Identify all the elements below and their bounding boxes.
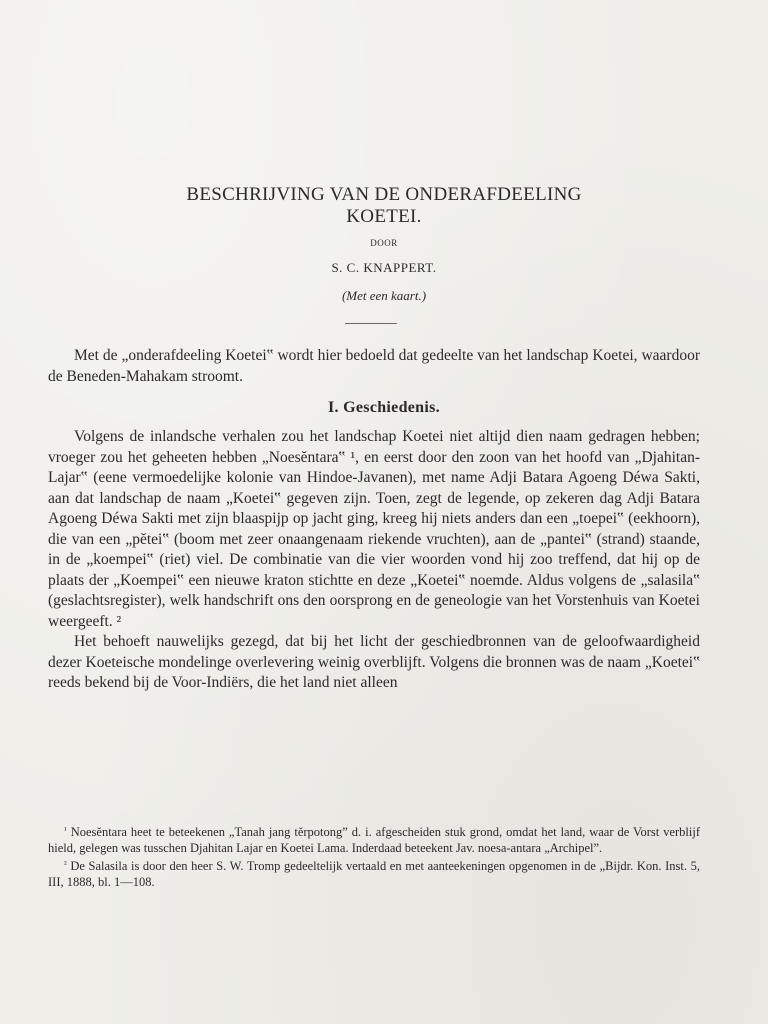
body-paragraph-1: Volgens de inlandsche verhalen zou het landschap Koetei niet altijd dien naam gedragen hebben; vroeger zou het geheeten hebben „Noesĕntara‟ ¹, en eerst door den zoon van het hoofd van „Djahitan-Lajar‟ (eene vermoedelijke kolonie van Hindoe-Javanen), met name Adji Batara Agoeng Déwa Sakti, aan dat landschap de naam „Koetei‟ gegeven zijn. Toen, zegt de legende, op zekeren dag Adji Batara Agoeng Déwa Sakti met zijn blaaspijp op jacht ging, kreeg hij niets anders dan een „toepei‟ (eekhoorn), die van een „pĕtei‟ (boom met zeer onaangenaam riekende vruchten), aan de „pantei‟ (strand) staande, in de „koempei‟ (riet) viel. De combinatie van die vier woorden vond hij zoo treffend, dat hij op de plaats der „Koempei‟ een nieuwe kraton stichtte en deze „Koetei‟ noemde. Aldus volgens de „salasila‟ (geslachtsregister), welk handschrift ons den oorsprong en de geneologie van het Vorstenhuis van Koetei weergeeft. ² (48, 428, 700, 630)
intro-paragraph: Met de „onderafdeeling Koetei‟ wordt hier bedoeld dat gedeelte van het landschap Koetei, waardoor de Beneden-Mahakam stroomt. (48, 347, 700, 385)
author-name: S. C. KNAPPERT. (331, 260, 437, 275)
footnote-1-number: ¹ (64, 825, 67, 835)
article-title-line2: KOETEI. (346, 206, 422, 227)
footnote-1-text: Noesĕntara heet te beteekenen „Tanah jang tĕrpotong” d. i. afgescheiden stuk grond, omdat het land, waar de Vorst verblijf hield, gelegen was tusschen Djahitan Lajar en Koetei Lama. Inderdaad beteekent Jav. noesa-antara „Archipel”. (48, 825, 700, 855)
title-divider (345, 323, 397, 324)
footnote-2 (48, 856, 700, 890)
article-title-line1: BESCHRIJVING VAN DE ONDERAFDEELING (186, 184, 582, 205)
body-text-block (48, 427, 700, 694)
body-paragraph-2: Het behoeft nauwelijks gezegd, dat bij het licht der geschiedbronnen van de geloofwaardigheid dezer Koeteische mondelinge overlevering weinig overblijft. Volgens die bronnen was de naam „Koetei‟ reeds bekend bij de Voor-Indiërs, die het land niet alleen (48, 633, 700, 691)
footnote-2-text: De Salasila is door den heer S. W. Tromp gedeeltelijk vertaald en met aanteekeningen opgenomen in de „Bijdr. Kon. Inst. 5, III, 1888, bl. 1—108. (48, 859, 700, 889)
footnote-2-number: ² (64, 859, 67, 869)
footnote-1 (48, 822, 700, 856)
section-heading: I. Geschiedenis. (328, 399, 440, 416)
footnotes (48, 822, 700, 890)
map-note: (Met een kaart.) (341, 288, 427, 303)
intro-paragraph-block (48, 346, 700, 387)
byline-door: DOOR (370, 238, 398, 248)
